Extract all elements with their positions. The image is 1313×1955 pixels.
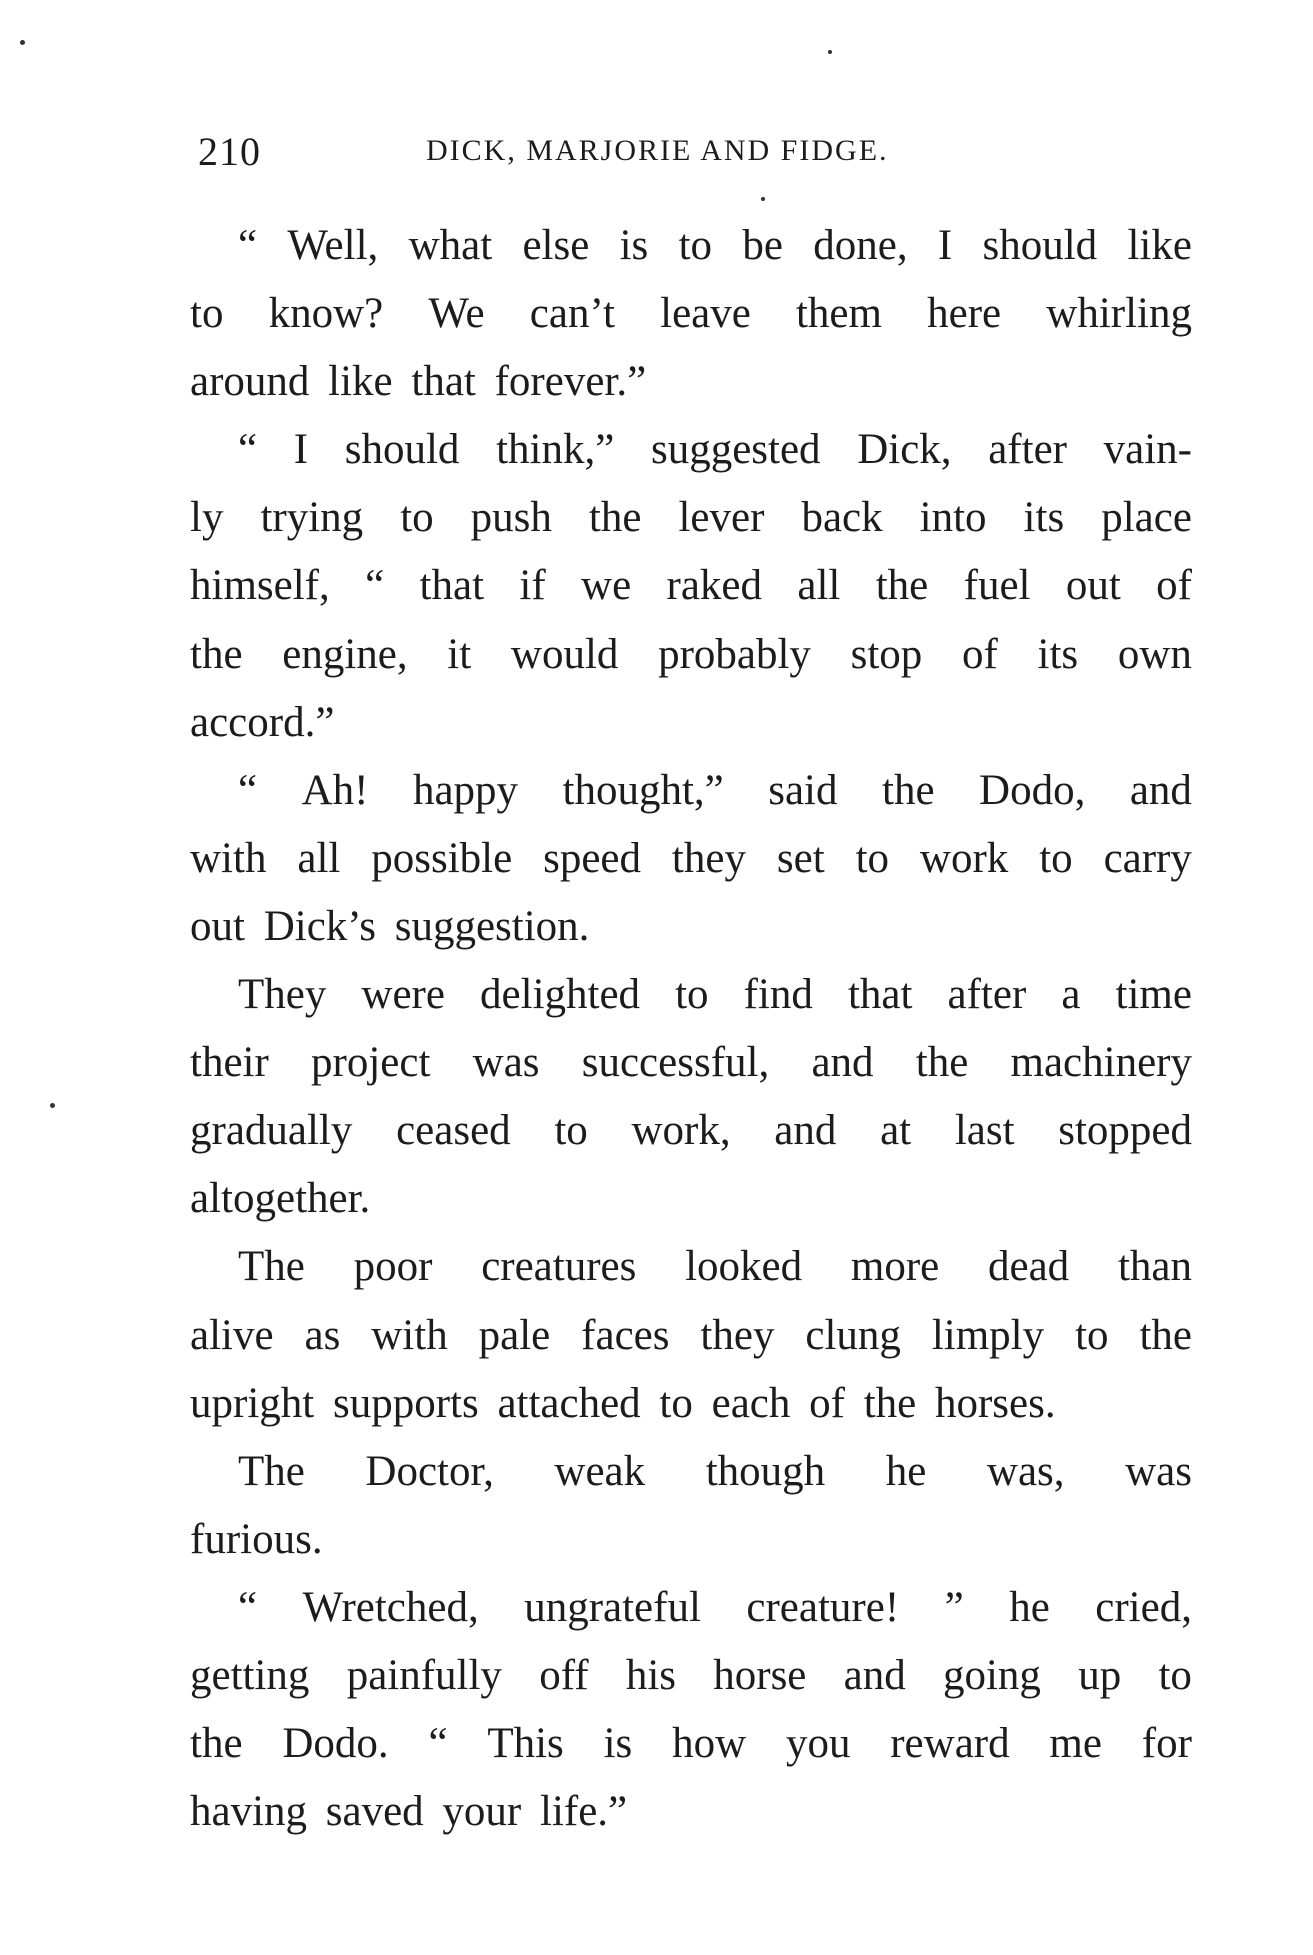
paragraph (190, 1438, 1192, 1574)
text-line: alive as with pale faces they clung limply to the (190, 1311, 1192, 1359)
text-line: getting painfully off his horse and going up to (190, 1651, 1192, 1699)
scan-speck (761, 197, 765, 201)
scan-speck (20, 40, 25, 45)
text-line: their project was successful, and the machinery (190, 1039, 1192, 1087)
text-line: around like that forever.” (190, 358, 647, 406)
text-line: the engine, it would probably stop of its own (190, 630, 1192, 678)
text-line: himself, “ that if we raked all the fuel out of (190, 562, 1192, 610)
text-line: “ I should think,” suggested Dick, after vain- (238, 426, 1192, 474)
text-line: They were delighted to find that after a time (238, 971, 1192, 1019)
text-line: having saved your life.” (190, 1788, 628, 1836)
text-line: the Dodo. “ This is how you reward me for (190, 1720, 1192, 1768)
page-number: 210 (198, 129, 261, 174)
text-line: “ Ah! happy thought,” said the Dodo, and (238, 766, 1192, 814)
paragraph (190, 416, 1192, 756)
paragraph (190, 212, 1192, 416)
text-line: accord.” (190, 698, 335, 746)
paragraph (190, 1233, 1192, 1437)
text-line: “ Wretched, ungrateful creature! ” he cried, (238, 1583, 1192, 1631)
paragraph (190, 961, 1192, 1233)
text-line: furious. (190, 1515, 323, 1563)
text-line: The Doctor, weak though he was, was (238, 1447, 1192, 1495)
text-line: to know? We can’t leave them here whirling (190, 290, 1192, 338)
scan-speck (828, 50, 832, 54)
text-line: The poor creatures looked more dead than (238, 1243, 1192, 1291)
text-line: gradually ceased to work, and at last stopped (190, 1107, 1192, 1155)
body-text (190, 212, 1192, 1846)
running-title: DICK, MARJORIE AND FIDGE. (426, 134, 889, 167)
paragraph (190, 757, 1192, 961)
page-header (198, 128, 1198, 188)
paragraph (190, 1574, 1192, 1846)
text-line: upright supports attached to each of the horses. (190, 1379, 1056, 1427)
text-line: “ Well, what else is to be done, I should like (238, 222, 1192, 269)
text-line: altogether. (190, 1175, 371, 1223)
text-line: with all possible speed they set to work to carry (190, 834, 1192, 882)
text-line: ly trying to push the lever back into its place (190, 494, 1192, 542)
text-line: out Dick’s suggestion. (190, 902, 590, 950)
scan-speck (50, 1103, 55, 1108)
